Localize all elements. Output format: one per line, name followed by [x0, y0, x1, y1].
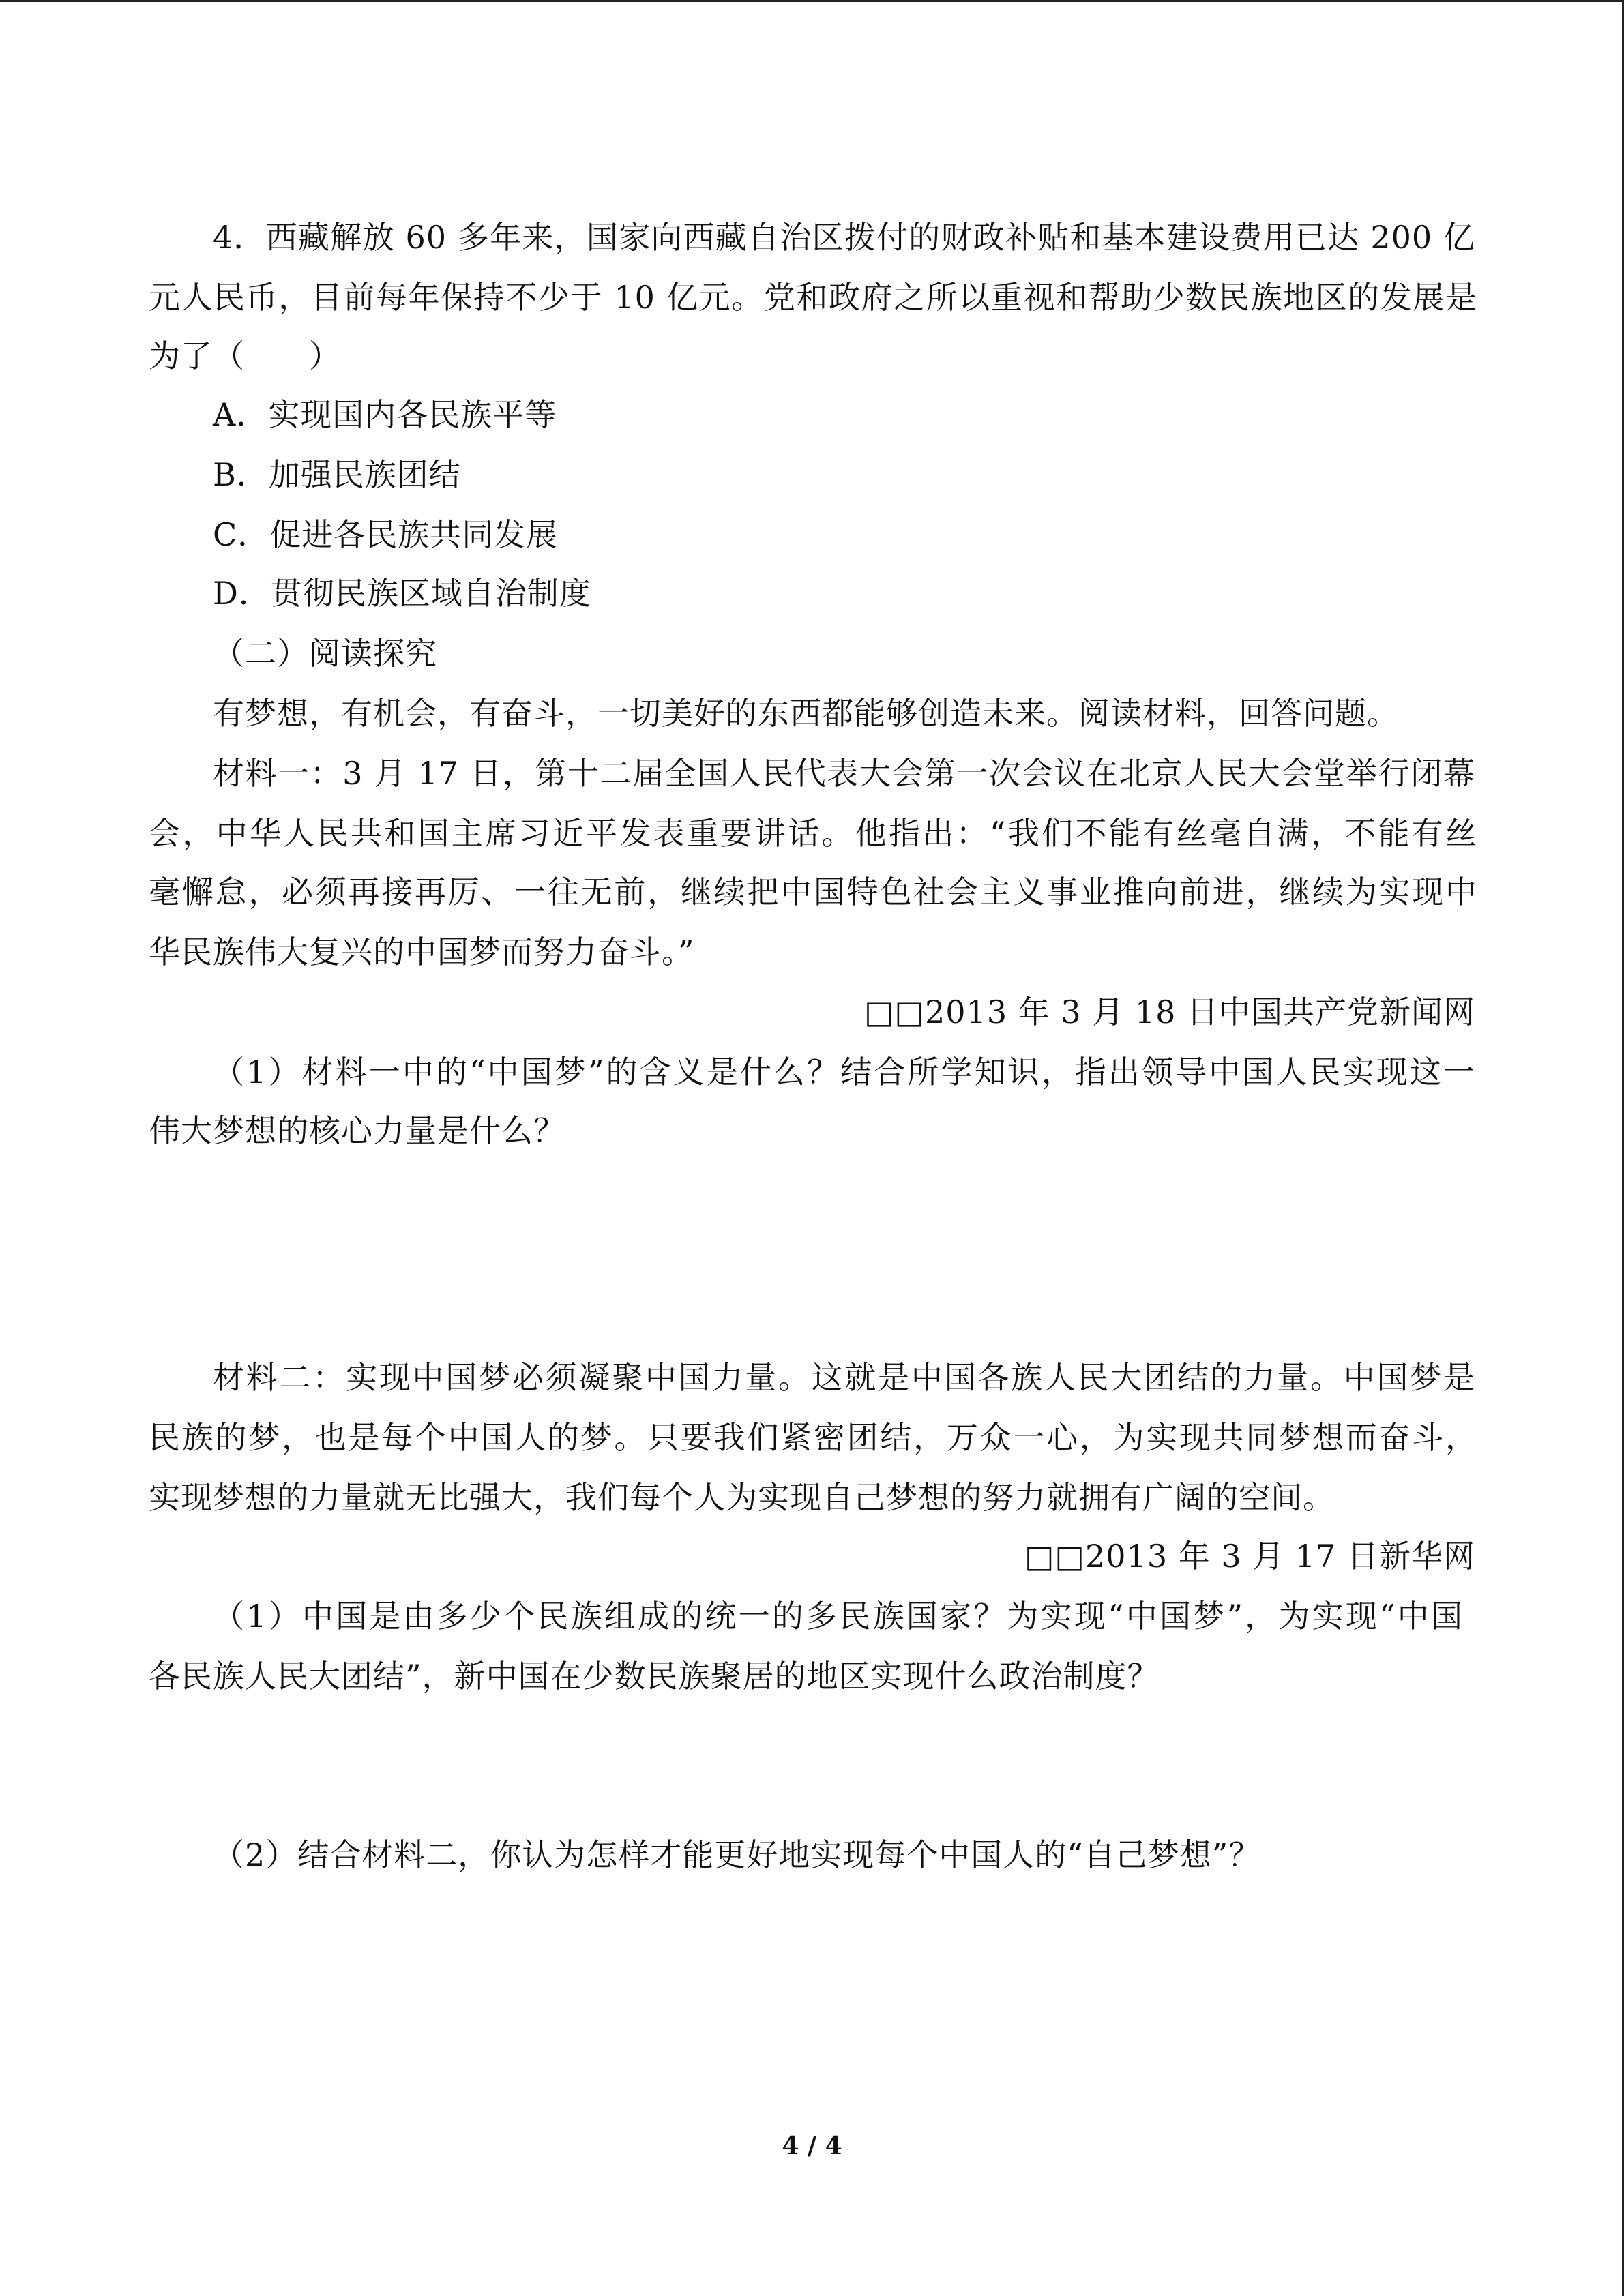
q4-line-1: 4．西藏解放 60 多年来，国家向西藏自治区拨付的财政补贴和基本建设费用已达 200 亿: [213, 219, 1475, 256]
material2-question1-line-1: （1）中国是由多少个民族组成的统一的多民族国家？为实现“中国梦”，为实现“中国: [213, 1598, 1463, 1635]
material1-line-3: 毫懈怠，必须再接再厉、一往无前，继续把中国特色社会主义事业推向前进，继续为实现中: [149, 874, 1477, 910]
material2-question2: （2）结合材料二，你认为怎样才能更好地实现每个中国人的“自己梦想”？: [213, 1836, 1261, 1873]
material2-line-3: 实现梦想的力量就无比强大，我们每个人为实现自己梦想的努力就拥有广阔的空间。: [149, 1479, 1335, 1516]
material1-line-4: 华民族伟大复兴的中国梦而努力奋斗。”: [149, 934, 695, 970]
material1-line-1: 材料一：3 月 17 日，第十二届全国人民代表大会第一次会议在北京人民大会堂举行闭幕: [213, 755, 1475, 792]
material2-question1-line-2: 各民族人民大团结”，新中国在少数民族聚居的地区实现什么政治制度？: [149, 1658, 1160, 1695]
material2-line-1: 材料二：实现中国梦必须凝聚中国力量。这就是中国各族人民大团结的力量。中国梦是: [213, 1359, 1475, 1396]
q4-option-c: C．促进各民族共同发展: [213, 516, 559, 553]
material2-source: □□2013 年 3 月 17 日新华网: [1024, 1538, 1475, 1575]
q4-line-2: 元人民币，目前每年保持不少于 10 亿元。党和政府之所以重视和帮助少数民族地区的发展是: [149, 279, 1477, 316]
material1-question-line-2: 伟大梦想的核心力量是什么？: [149, 1112, 565, 1149]
material1-line-2: 会，中华人民共和国主席习近平发表重要讲话。他指出：“我们不能有丝毫自满，不能有丝: [149, 815, 1477, 852]
section-heading: （二）阅读探究: [213, 635, 437, 672]
page-border-top: [0, 0, 1624, 2]
material1-question-line-1: （1）材料一中的“中国梦”的含义是什么？结合所学知识，指出领导中国人民实现这一: [213, 1054, 1475, 1090]
q4-option-d: D．贯彻民族区域自治制度: [213, 575, 591, 612]
q4-line-3: 为了（ ）: [149, 338, 341, 374]
q4-option-a: A．实现国内各民族平等: [213, 396, 557, 433]
q4-option-b: B．加强民族团结: [213, 456, 461, 493]
material1-source: □□2013 年 3 月 18 日中国共产党新闻网: [864, 994, 1475, 1030]
material2-line-2: 民族的梦，也是每个中国人的梦。只要我们紧密团结，万众一心，为实现共同梦想而奋斗，: [149, 1419, 1477, 1456]
section-intro: 有梦想，有机会，有奋斗，一切美好的东西都能够创造未来。阅读材料，回答问题。: [213, 695, 1399, 732]
page-number: 4 / 4: [782, 2132, 842, 2160]
